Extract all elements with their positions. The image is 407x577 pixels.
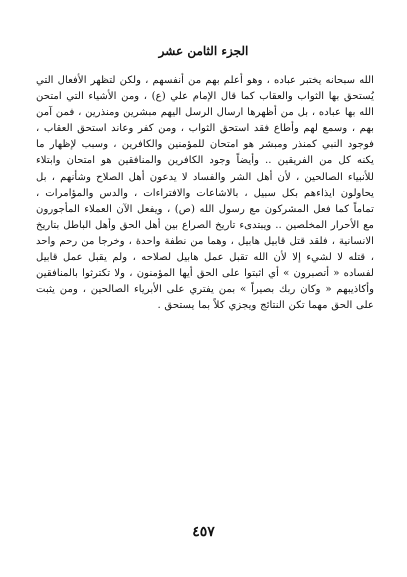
page-number: ٤٥٧ (192, 524, 215, 540)
running-header: الجزء الثامن عشر (158, 44, 249, 58)
body-paragraph: الله سبحانه يختبر عباده ، وهو أعلم بهم من أنفسهم ، ولكن لتظهر الأفعال التي يُستحق بها الثواب والعقاب كما قال الإمام علي (ع) ، ومن الأشياء التي امتحن الله بها عباده ، بل من أظهرها ارسال الرسل اليهم مبشرين ومنذرين ، فمن آمن بهم ، وسمع لهم وأطاع فقد استحق الثواب ، ومن كفر وعاند استحق العقاب ، فوجود النبي كمنذر ومبشر هو امتحان للمؤمنين والكافرين ، وسبب لإظهار ما يكنه كل من الفريقين .. وأيضاً وجود الكافرين والمنافقين هو امتحان وابتلاء للأنبياء الصالحين ، لأن أهل الشر والفساد لا يدعون أهل الصلاح وشأنهم ، بل يحاولون ايذاءهم بكل سبيل ، بالاشاعات والافتراءات ، والدس والمؤامرات ، تماماً كما فعل المشركون مع رسول الله (ص) ، ويفعل الآن العملاء المأجورون مع الأحرار المخلصين .. ويبتدىء تاريخ الصراع بين أهل الحق وأهل الباطل بتاريخ الانسانية ، فلقد قتل قابيل هابيل ، وهما من نطفة واحدة ، وخرجا من رحم واحد ، قتله لا لشيء إلا لأن الله تقبل عمل هابيل لصلاحه ، ولم يقبل عمل قابيل لفساده « أتصبرون » أي اثبتوا على الحق أيها المؤمنون ، ولا تكترثوا بالمنافقين وأكاذيبهم « وكان ربك بصيراً » بمن يفتري على الأبرياء الصالحين ، ومن يثبت على الحق مهما تكن النتائج ويجزي كلاً بما يستحق . (36, 75, 374, 312)
